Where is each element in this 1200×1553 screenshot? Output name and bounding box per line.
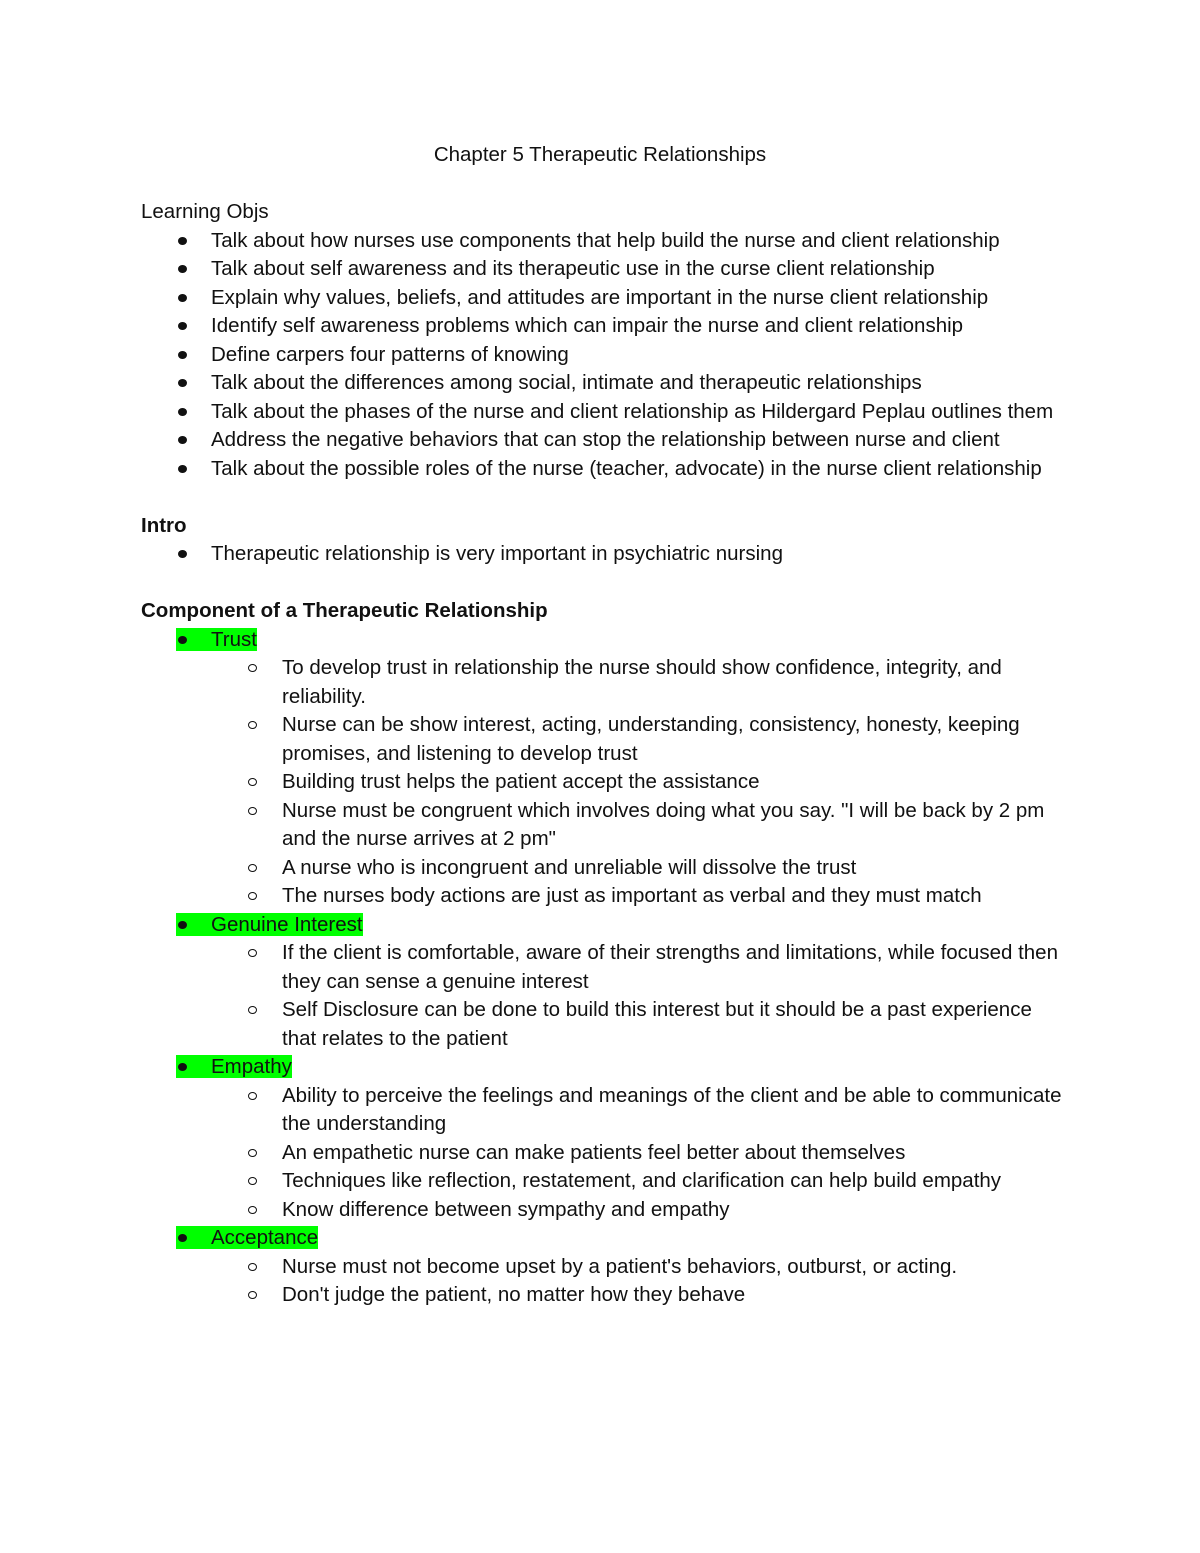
acceptance-sublist <box>141 1253 1066 1310</box>
bullet-circle-icon <box>248 778 257 786</box>
bullet-disc-icon <box>178 294 187 302</box>
bullet-circle-icon <box>248 1092 257 1100</box>
highlighted-label: Empathy <box>176 1055 292 1078</box>
list-item: An empathetic nurse can make patients feel better about themselves <box>141 1139 1066 1168</box>
list-item: Talk about the phases of the nurse and client relationship as Hildergard Peplau outlines them <box>141 398 1066 427</box>
bullet-disc-icon <box>178 550 187 558</box>
component-empathy <box>141 1053 1066 1082</box>
list-item: Identify self awareness problems which can impair the nurse and client relationship <box>141 312 1066 341</box>
document-body <box>141 198 1066 1310</box>
list-item: Nurse must not become upset by a patient's behaviors, outburst, or acting. <box>141 1253 1066 1282</box>
bullet-circle-icon <box>248 807 257 815</box>
component-genuine-interest <box>141 911 1066 940</box>
list-item: Know difference between sympathy and empathy <box>141 1196 1066 1225</box>
list-item: Techniques like reflection, restatement, and clarification can help build empathy <box>141 1167 1066 1196</box>
bullet-circle-icon <box>248 1291 257 1299</box>
bullet-disc-icon <box>178 465 187 473</box>
highlighted-label: Trust <box>176 628 257 651</box>
bullet-disc-icon <box>178 265 187 273</box>
component-acceptance <box>141 1224 1066 1253</box>
genuine-interest-sublist <box>141 939 1066 1053</box>
list-item: Nurse can be show interest, acting, understanding, consistency, honesty, keeping promises, and listening to develop trust <box>141 711 1066 768</box>
empathy-sublist <box>141 1082 1066 1225</box>
bullet-disc-icon <box>178 322 187 330</box>
list-item: Explain why values, beliefs, and attitudes are important in the nurse client relationship <box>141 284 1066 313</box>
components-heading: Component of a Therapeutic Relationship <box>141 599 548 622</box>
bullet-circle-icon <box>248 1206 257 1214</box>
intro-heading: Intro <box>141 513 187 537</box>
trust-sublist <box>141 654 1066 911</box>
list-item: Therapeutic relationship is very important in psychiatric nursing <box>141 540 1066 569</box>
bullet-circle-icon <box>248 949 257 957</box>
list-item: If the client is comfortable, aware of their strengths and limitations, while focused then they can sense a genuine interest <box>141 939 1066 996</box>
bullet-circle-icon <box>248 1149 257 1157</box>
bullet-disc-icon <box>178 921 187 929</box>
bullet-disc-icon <box>178 237 187 245</box>
list-item: To develop trust in relationship the nurse should show confidence, integrity, and reliability. <box>141 654 1066 711</box>
subitem-container <box>141 939 1066 1053</box>
subitem-container <box>141 1253 1066 1310</box>
bullet-disc-icon <box>178 408 187 416</box>
learning-objs-list <box>141 227 1066 484</box>
list-item: Self Disclosure can be done to build this interest but it should be a past experience that relates to the patient <box>141 996 1066 1053</box>
components-list <box>141 626 1066 1310</box>
list-item: Talk about the possible roles of the nurse (teacher, advocate) in the nurse client relationship <box>141 455 1066 484</box>
document-title: Chapter 5 Therapeutic Relationships <box>433 143 767 166</box>
subitem-container <box>141 654 1066 911</box>
blank-line <box>141 569 1066 598</box>
bullet-circle-icon <box>248 1263 257 1271</box>
bullet-circle-icon <box>248 1177 257 1185</box>
list-item: Talk about the differences among social, intimate and therapeutic relationships <box>141 369 1066 398</box>
bullet-disc-icon <box>178 1234 187 1242</box>
highlighted-label: Genuine Interest <box>176 913 363 936</box>
list-item: Talk about how nurses use components that help build the nurse and client relationship <box>141 227 1066 256</box>
list-item: Don't judge the patient, no matter how they behave <box>141 1281 1066 1310</box>
learning-objs-label: Learning Objs <box>141 200 269 223</box>
subitem-container <box>141 1082 1066 1225</box>
component-trust <box>141 626 1066 655</box>
list-item: Building trust helps the patient accept the assistance <box>141 768 1066 797</box>
bullet-circle-icon <box>248 664 257 672</box>
bullet-disc-icon <box>178 379 187 387</box>
list-item: Nurse must be congruent which involves doing what you say. "I will be back by 2 pm and the nurse arrives at 2 pm" <box>141 797 1066 854</box>
bullet-disc-icon <box>178 636 187 644</box>
list-item: Ability to perceive the feelings and meanings of the client and be able to communicate the understanding <box>141 1082 1066 1139</box>
list-item: A nurse who is incongruent and unreliable will dissolve the trust <box>141 854 1066 883</box>
bullet-disc-icon <box>178 1063 187 1071</box>
intro-list <box>141 540 1066 569</box>
bullet-disc-icon <box>178 436 187 444</box>
bullet-disc-icon <box>178 351 187 359</box>
highlighted-label: Acceptance <box>176 1226 318 1249</box>
bullet-circle-icon <box>248 864 257 872</box>
list-item: Talk about self awareness and its therapeutic use in the curse client relationship <box>141 255 1066 284</box>
list-item: The nurses body actions are just as important as verbal and they must match <box>141 882 1066 911</box>
list-item: Address the negative behaviors that can stop the relationship between nurse and client <box>141 426 1066 455</box>
bullet-circle-icon <box>248 1006 257 1014</box>
bullet-circle-icon <box>248 892 257 900</box>
list-item: Define carpers four patterns of knowing <box>141 341 1066 370</box>
bullet-circle-icon <box>248 721 257 729</box>
blank-line <box>141 483 1066 512</box>
